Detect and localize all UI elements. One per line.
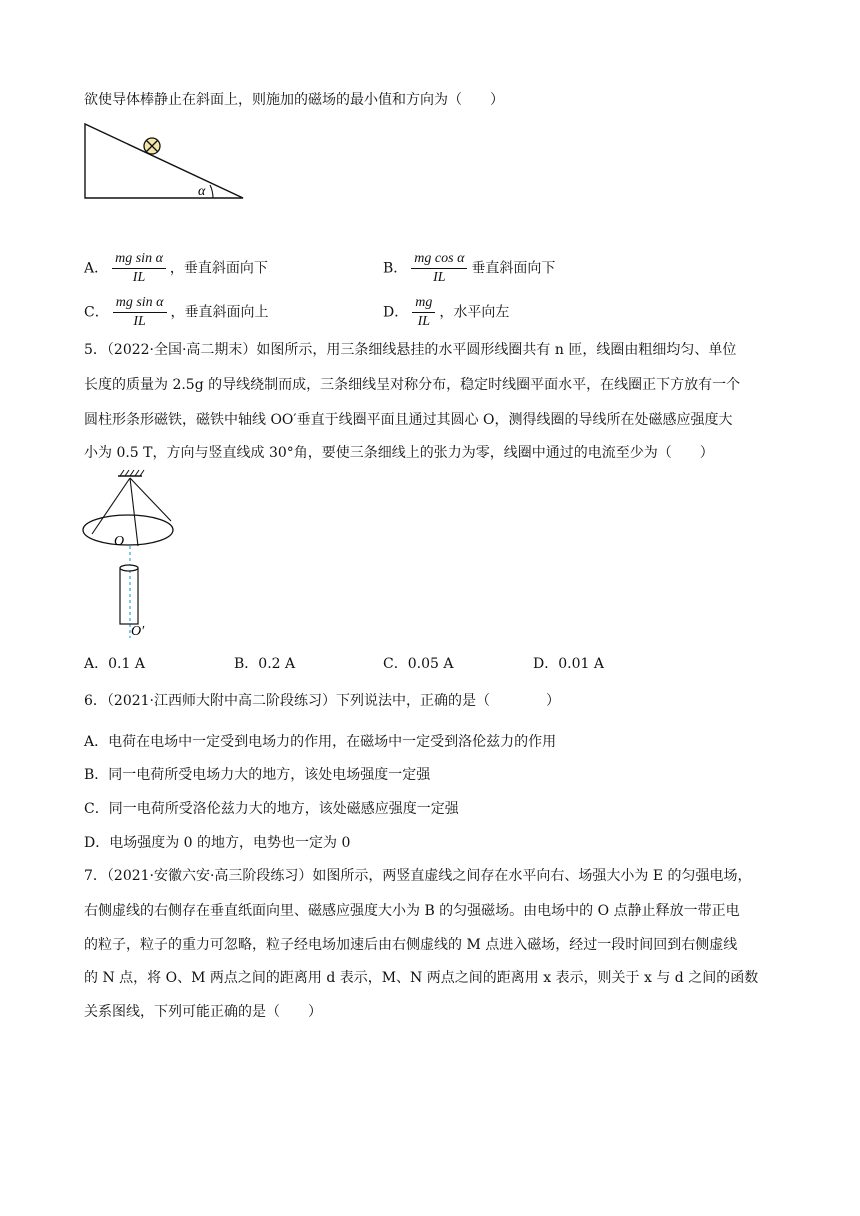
q4-option-d[interactable]: D． $\frac{mg}{IL}$ ，水平向左 bbox=[383, 295, 510, 329]
coil-magnet-figure bbox=[80, 468, 180, 640]
q7-line-5: 关系图线，下列可能正确的是（ ） bbox=[84, 1004, 322, 1020]
q5-option-b[interactable]: B．0.2 A bbox=[234, 656, 296, 672]
q7-line-3: 的粒子，粒子的重力可忽略，粒子经电场加速后由右侧虚线的 M 点进入磁场，经过一段时间回到右侧虚线 bbox=[84, 937, 738, 953]
angle-label: α bbox=[198, 184, 206, 199]
thread-left bbox=[92, 478, 130, 534]
q5-option-d[interactable]: D．0.01 A bbox=[533, 656, 604, 672]
incline-figure bbox=[80, 118, 250, 204]
q6-option-a[interactable]: A．电荷在电场中一定受到电场力的作用，在磁场中一定受到洛伦兹力的作用 bbox=[84, 734, 557, 750]
q5-option-c[interactable]: C．0.05 A bbox=[383, 656, 454, 672]
incline-triangle bbox=[85, 124, 243, 198]
q5-line-1: 5．（2022·全国·高二期末）如图所示，用三条细线悬挂的水平圆形线圈共有 n 匝，线圈由粗细均匀、单位 bbox=[84, 342, 737, 358]
q4-option-c[interactable]: C． $\frac{\text{mg sin α}}{IL}$ ，垂直斜面向上 bbox=[84, 295, 269, 329]
label-o-prime: O′ bbox=[131, 624, 145, 639]
q6-option-d[interactable]: D．电场强度为 0 的地方，电势也一定为 0 bbox=[84, 835, 351, 851]
q5-line-3: 圆柱形条形磁铁，磁铁中轴线 OO′垂直于线圈平面且通过其圆心 O，测得线圈的导线所在处磁感应强度大 bbox=[84, 412, 733, 428]
q4-stem: 欲使导体棒静止在斜面上，则施加的磁场的最小值和方向为（ ） bbox=[84, 92, 504, 108]
q7-line-1: 7．（2021·安徽六安·高三阶段练习）如图所示，两竖直虚线之间存在水平向右、场强大小为 E 的匀强电场， bbox=[84, 868, 752, 884]
thread-right bbox=[130, 478, 171, 521]
q6-option-b[interactable]: B．同一电荷所受电场力大的地方，该处电场强度一定强 bbox=[84, 767, 431, 783]
thread-front bbox=[130, 478, 138, 546]
bar-magnet bbox=[120, 568, 138, 624]
label-o: O bbox=[114, 534, 125, 549]
q6-option-c[interactable]: C．同一电荷所受洛伦兹力大的地方，该处磁感应强度一定强 bbox=[84, 801, 459, 817]
q4-option-b[interactable]: B． $\frac{\text{mg cos α}}{IL}$ 垂直斜面向下 bbox=[383, 251, 556, 285]
angle-arc bbox=[210, 185, 213, 198]
circular-coil bbox=[83, 515, 173, 545]
q7-line-2: 右侧虚线的右侧存在垂直纸面向里、磁感应强度大小为 B 的匀强磁场。由电场中的 O 点静止释放一带正电 bbox=[84, 903, 740, 919]
q5-line-4: 小为 0.5 T，方向与竖直线成 30°角，要使三条细线上的张力为零，线圈中通过的电流至少为（ ） bbox=[84, 445, 714, 461]
q4-option-a[interactable]: A． $\frac{\text{mg sin α}}{IL}$ ，垂直斜面向下 bbox=[84, 251, 268, 285]
q5-line-2: 长度的质量为 2.5g 的导线绕制而成，三条细线呈对称分布，稳定时线圈平面水平，在线圈正下方放有一个 bbox=[84, 377, 741, 393]
q5-option-a[interactable]: A．0.1 A bbox=[84, 656, 145, 672]
q6-stem: 6．（2021·江西师大附中高二阶段练习）下列说法中，正确的是（ ） bbox=[84, 693, 560, 709]
q7-line-4: 的 N 点，将 O、M 两点之间的距离用 d 表示，M、N 两点之间的距离用 x 表示，则关于 x 与 d 之间的函数 bbox=[84, 970, 759, 986]
